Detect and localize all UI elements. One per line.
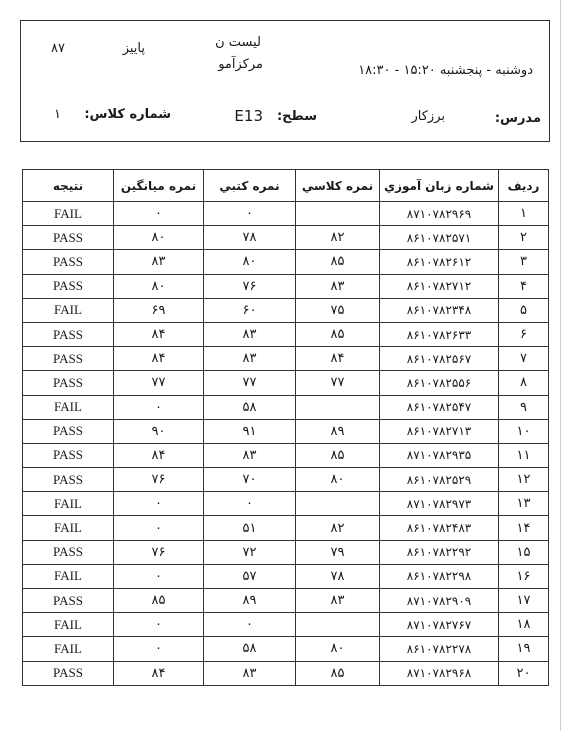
average-score-cell: ۰ bbox=[114, 613, 204, 637]
list-title: لیست ن bbox=[215, 35, 261, 50]
row-number-cell: ۷ bbox=[499, 347, 549, 371]
row-number-cell: ۱۱ bbox=[499, 443, 549, 467]
table-row bbox=[23, 564, 549, 588]
result-cell: FAIL bbox=[23, 202, 114, 226]
teacher-label: مدرس: bbox=[494, 111, 541, 126]
student-id-cell: ۸۶۱۰۷۸۲۵۶۷ bbox=[380, 347, 499, 371]
written-score-cell: ۷۸ bbox=[204, 226, 296, 250]
table-row bbox=[23, 637, 549, 661]
written-score-cell: ۸۳ bbox=[204, 661, 296, 685]
row-number-cell: ۵ bbox=[499, 298, 549, 322]
written-score-cell: ۶۰ bbox=[204, 298, 296, 322]
table-row bbox=[23, 516, 549, 540]
written-score-cell: ۹۱ bbox=[204, 419, 296, 443]
class-score-cell bbox=[296, 202, 380, 226]
result-cell: PASS bbox=[23, 274, 114, 298]
average-score-cell: ۸۴ bbox=[114, 661, 204, 685]
result-cell: FAIL bbox=[23, 298, 114, 322]
student-id-cell: ۸۶۱۰۷۸۲۷۱۳ bbox=[380, 419, 499, 443]
average-score-cell: ۰ bbox=[114, 564, 204, 588]
average-score-cell: ۰ bbox=[114, 395, 204, 419]
row-number-cell: ۱۴ bbox=[499, 516, 549, 540]
student-id-cell: ۸۶۱۰۷۸۲۵۵۶ bbox=[380, 371, 499, 395]
table-row bbox=[23, 395, 549, 419]
result-cell: PASS bbox=[23, 226, 114, 250]
written-score-cell: ۸۳ bbox=[204, 443, 296, 467]
table-row bbox=[23, 419, 549, 443]
result-cell: PASS bbox=[23, 419, 114, 443]
average-score-cell: ۰ bbox=[114, 516, 204, 540]
class-score-cell: ۸۵ bbox=[296, 250, 380, 274]
student-id-cell: ۸۷۱۰۷۸۲۹۷۳ bbox=[380, 492, 499, 516]
row-number-cell: ۴ bbox=[499, 274, 549, 298]
result-cell: PASS bbox=[23, 443, 114, 467]
row-number-cell: ۱۶ bbox=[499, 564, 549, 588]
level-value: E13 bbox=[234, 107, 263, 125]
average-score-cell: ۸۴ bbox=[114, 347, 204, 371]
table-row bbox=[23, 322, 549, 346]
written-score-cell: ۵۱ bbox=[204, 516, 296, 540]
written-score-cell: ۷۷ bbox=[204, 371, 296, 395]
class-score-cell bbox=[296, 395, 380, 419]
row-number-cell: ۱۲ bbox=[499, 468, 549, 492]
table-row bbox=[23, 347, 549, 371]
row-number-cell: ۱۰ bbox=[499, 419, 549, 443]
student-id-cell: ۸۶۱۰۷۸۲۶۳۳ bbox=[380, 322, 499, 346]
average-score-cell: ۸۰ bbox=[114, 226, 204, 250]
col-header-written-score: نمره کتبي bbox=[204, 170, 296, 202]
result-cell: PASS bbox=[23, 589, 114, 613]
class-score-cell: ۸۲ bbox=[296, 516, 380, 540]
class-score-cell: ۸۵ bbox=[296, 322, 380, 346]
class-score-cell: ۸۵ bbox=[296, 443, 380, 467]
class-number-label: شماره کلاس: bbox=[84, 107, 171, 122]
average-score-cell: ۷۶ bbox=[114, 540, 204, 564]
table-row bbox=[23, 468, 549, 492]
student-id-cell: ۸۶۱۰۷۸۲۵۴۷ bbox=[380, 395, 499, 419]
table-header-row bbox=[23, 170, 549, 202]
average-score-cell: ۸۴ bbox=[114, 322, 204, 346]
row-number-cell: ۹ bbox=[499, 395, 549, 419]
result-cell: FAIL bbox=[23, 516, 114, 540]
student-id-cell: ۸۶۱۰۷۸۲۵۷۱ bbox=[380, 226, 499, 250]
row-number-cell: ۱ bbox=[499, 202, 549, 226]
class-score-cell: ۸۹ bbox=[296, 419, 380, 443]
row-number-cell: ۱۸ bbox=[499, 613, 549, 637]
written-score-cell: ۸۳ bbox=[204, 347, 296, 371]
term-label: پاییز bbox=[122, 41, 145, 56]
written-score-cell: ۰ bbox=[204, 492, 296, 516]
written-score-cell: ۸۰ bbox=[204, 250, 296, 274]
student-id-cell: ۸۷۱۰۷۸۲۹۳۵ bbox=[380, 443, 499, 467]
row-number-cell: ۱۳ bbox=[499, 492, 549, 516]
result-cell: FAIL bbox=[23, 613, 114, 637]
written-score-cell: ۵۷ bbox=[204, 564, 296, 588]
average-score-cell: ۰ bbox=[114, 202, 204, 226]
table-row bbox=[23, 540, 549, 564]
student-id-cell: ۸۷۱۰۷۸۲۷۶۷ bbox=[380, 613, 499, 637]
result-cell: PASS bbox=[23, 661, 114, 685]
written-score-cell: ۸۳ bbox=[204, 322, 296, 346]
average-score-cell: ۸۴ bbox=[114, 443, 204, 467]
col-header-row-number: ردیف bbox=[499, 170, 549, 202]
average-score-cell: ۸۰ bbox=[114, 274, 204, 298]
table-row bbox=[23, 661, 549, 685]
student-id-cell: ۸۶۱۰۷۸۲۵۲۹ bbox=[380, 468, 499, 492]
written-score-cell: ۷۶ bbox=[204, 274, 296, 298]
table-row bbox=[23, 371, 549, 395]
row-number-cell: ۱۵ bbox=[499, 540, 549, 564]
result-cell: PASS bbox=[23, 468, 114, 492]
result-cell: FAIL bbox=[23, 564, 114, 588]
student-id-cell: ۸۶۱۰۷۸۲۳۴۸ bbox=[380, 298, 499, 322]
result-cell: FAIL bbox=[23, 492, 114, 516]
student-id-cell: ۸۷۱۰۷۸۲۹۶۹ bbox=[380, 202, 499, 226]
teacher-name: برزکار bbox=[411, 109, 445, 124]
class-score-cell: ۷۸ bbox=[296, 564, 380, 588]
table-row bbox=[23, 492, 549, 516]
row-number-cell: ۱۷ bbox=[499, 589, 549, 613]
class-score-cell: ۸۳ bbox=[296, 589, 380, 613]
table-row bbox=[23, 250, 549, 274]
student-id-cell: ۸۷۱۰۷۸۲۹۰۹ bbox=[380, 589, 499, 613]
written-score-cell: ۰ bbox=[204, 202, 296, 226]
average-score-cell: ۶۹ bbox=[114, 298, 204, 322]
row-number-cell: ۲۰ bbox=[499, 661, 549, 685]
result-cell: FAIL bbox=[23, 637, 114, 661]
written-score-cell: ۰ bbox=[204, 613, 296, 637]
class-score-cell: ۷۹ bbox=[296, 540, 380, 564]
center-name: مرکزآمو bbox=[218, 57, 263, 72]
result-cell: PASS bbox=[23, 347, 114, 371]
col-header-result: نتیجه bbox=[23, 170, 114, 202]
class-score-cell: ۸۲ bbox=[296, 226, 380, 250]
table-row bbox=[23, 613, 549, 637]
result-cell: FAIL bbox=[23, 395, 114, 419]
grades-table-wrap bbox=[22, 169, 548, 686]
row-number-cell: ۲ bbox=[499, 226, 549, 250]
average-score-cell: ۷۷ bbox=[114, 371, 204, 395]
schedule: دوشنبه - پنجشنبه ۱۵:۲۰ - ۱۸:۳۰ bbox=[358, 63, 533, 78]
level-label: سطح: bbox=[276, 109, 317, 124]
row-number-cell: ۶ bbox=[499, 322, 549, 346]
average-score-cell: ۸۵ bbox=[114, 589, 204, 613]
class-score-cell: ۸۰ bbox=[296, 637, 380, 661]
header-box bbox=[20, 20, 550, 142]
class-score-cell: ۸۰ bbox=[296, 468, 380, 492]
class-score-cell: ۷۵ bbox=[296, 298, 380, 322]
row-number-cell: ۳ bbox=[499, 250, 549, 274]
table-row bbox=[23, 298, 549, 322]
term-code: ۸۷ bbox=[51, 41, 65, 56]
written-score-cell: ۷۰ bbox=[204, 468, 296, 492]
average-score-cell: ۰ bbox=[114, 637, 204, 661]
class-score-cell: ۷۷ bbox=[296, 371, 380, 395]
grades-table bbox=[22, 169, 549, 686]
class-number-value: ۱ bbox=[54, 107, 61, 122]
table-row bbox=[23, 589, 549, 613]
student-id-cell: ۸۶۱۰۷۸۲۶۱۲ bbox=[380, 250, 499, 274]
class-score-cell: ۸۴ bbox=[296, 347, 380, 371]
written-score-cell: ۵۸ bbox=[204, 637, 296, 661]
col-header-student-id: شماره زبان آموزي bbox=[380, 170, 499, 202]
result-cell: PASS bbox=[23, 540, 114, 564]
average-score-cell: ۸۳ bbox=[114, 250, 204, 274]
class-score-cell bbox=[296, 613, 380, 637]
col-header-average: نمره میانگین bbox=[114, 170, 204, 202]
paper-edge bbox=[560, 0, 583, 731]
student-id-cell: ۸۶۱۰۷۸۲۲۹۲ bbox=[380, 540, 499, 564]
average-score-cell: ۰ bbox=[114, 492, 204, 516]
col-header-class-score: نمره کلاسي bbox=[296, 170, 380, 202]
student-id-cell: ۸۶۱۰۷۸۲۷۱۲ bbox=[380, 274, 499, 298]
class-score-cell: ۸۵ bbox=[296, 661, 380, 685]
student-id-cell: ۸۶۱۰۷۸۲۴۸۳ bbox=[380, 516, 499, 540]
row-number-cell: ۸ bbox=[499, 371, 549, 395]
written-score-cell: ۸۹ bbox=[204, 589, 296, 613]
table-row bbox=[23, 274, 549, 298]
written-score-cell: ۵۸ bbox=[204, 395, 296, 419]
result-cell: PASS bbox=[23, 371, 114, 395]
average-score-cell: ۹۰ bbox=[114, 419, 204, 443]
student-id-cell: ۸۶۱۰۷۸۲۲۹۸ bbox=[380, 564, 499, 588]
table-row bbox=[23, 202, 549, 226]
class-score-cell bbox=[296, 492, 380, 516]
table-row bbox=[23, 226, 549, 250]
result-cell: PASS bbox=[23, 250, 114, 274]
result-cell: PASS bbox=[23, 322, 114, 346]
table-row bbox=[23, 443, 549, 467]
student-id-cell: ۸۶۱۰۷۸۲۲۷۸ bbox=[380, 637, 499, 661]
row-number-cell: ۱۹ bbox=[499, 637, 549, 661]
student-id-cell: ۸۷۱۰۷۸۲۹۶۸ bbox=[380, 661, 499, 685]
written-score-cell: ۷۲ bbox=[204, 540, 296, 564]
average-score-cell: ۷۶ bbox=[114, 468, 204, 492]
class-score-cell: ۸۳ bbox=[296, 274, 380, 298]
